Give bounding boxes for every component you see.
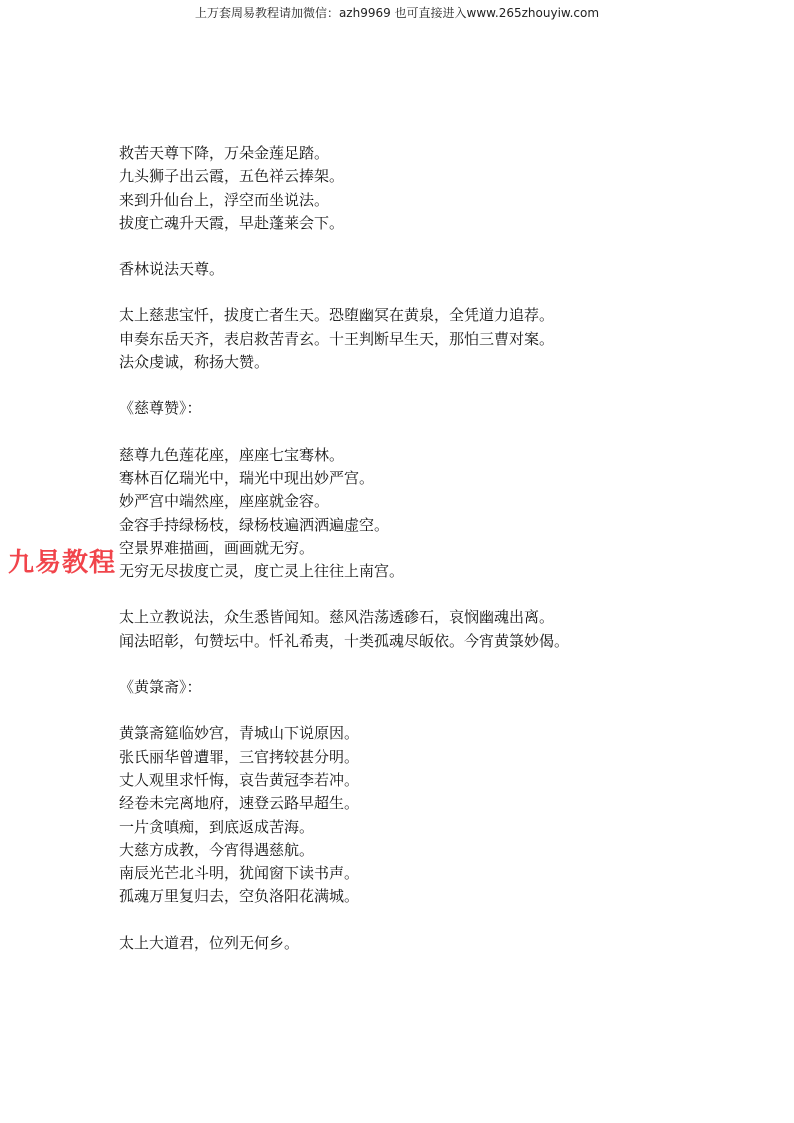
- text-line: 金容手持绿杨枝，绿杨枝遍洒洒遍虚空。: [119, 515, 390, 534]
- text-line: 大慈方成教，今宵得遇慈航。: [119, 840, 315, 859]
- text-line: 香林说法天尊。: [119, 260, 225, 279]
- text-line: 南辰光芒北斗明，犹闻窗下读书声。: [119, 864, 360, 883]
- text-paragraph: [119, 397, 759, 420]
- text-line: 黄箓斋筵临妙宫，青城山下说原因。: [119, 724, 360, 743]
- text-line: 无穷无尽拔度亡灵，度亡灵上往往上南宫。: [119, 562, 405, 581]
- text-line: 孤魂万里复归去，空负洛阳花满城。: [119, 887, 360, 906]
- text-line: 法众虔诚，称扬大赞。: [119, 353, 270, 372]
- text-line: 慈尊九色莲花座，座座七宝骞林。: [119, 445, 345, 464]
- text-line: 空景界难描画，画画就无穷。: [119, 538, 315, 557]
- text-line: 丈人观里求忏悔，哀告黄冠李若冲。: [119, 770, 360, 789]
- text-line: 张氏丽华曾遭罪，三官拷较甚分明。: [119, 747, 360, 766]
- text-line: 太上立教说法，众生悉皆闻知。慈风浩荡透碜石，哀悯幽魂出离。: [119, 608, 555, 627]
- text-paragraph: [119, 258, 759, 281]
- text-line: 太上慈悲宝忏，拔度亡者生天。恐堕幽冥在黄泉，全凭道力追荐。: [119, 306, 555, 325]
- watermark-text: 九易教程: [8, 548, 117, 578]
- text-line: 太上大道君，位列无何乡。: [119, 933, 300, 952]
- text-paragraph: [119, 722, 759, 908]
- text-line: 妙严宫中端然座，座座就金容。: [119, 492, 330, 511]
- text-line: 来到升仙台上，浮空而坐说法。: [119, 190, 330, 209]
- text-line: 九头狮子出云霞，五色祥云捧架。: [119, 167, 345, 186]
- text-paragraph: [119, 444, 759, 584]
- text-paragraph: [119, 606, 759, 653]
- text-line: 闻法昭彰，句赞坛中。忏礼希夷，十类孤魂尽皈依。今宵黄箓妙偈。: [119, 631, 570, 650]
- text-paragraph: [119, 304, 759, 374]
- text-line: 《慈尊赞》：: [119, 399, 202, 418]
- text-paragraph: [119, 932, 759, 955]
- text-line: 申奏东岳天齐，表启救苦青玄。十王判断早生天，那怕三曹对案。: [119, 329, 555, 348]
- text-line: 骞林百亿瑞光中，瑞光中现出妙严宫。: [119, 468, 375, 487]
- page-header-text: 上万套周易教程请加微信：azh9969 也可直接进入www.265zhouyiw.com: [194, 6, 600, 20]
- text-line: 一片贪嗔痴，到底返成苦海。: [119, 817, 315, 836]
- text-line: 救苦天尊下降，万朵金莲足踏。: [119, 144, 330, 162]
- document-body: [119, 142, 759, 978]
- text-line: 经卷未完离地府，速登云路早超生。: [119, 794, 360, 813]
- text-line: 拔度亡魂升天霞，早赴蓬莱会下。: [119, 213, 345, 232]
- text-paragraph: [119, 676, 759, 699]
- text-line: 《黄箓斋》：: [119, 678, 202, 697]
- text-paragraph: [119, 142, 759, 235]
